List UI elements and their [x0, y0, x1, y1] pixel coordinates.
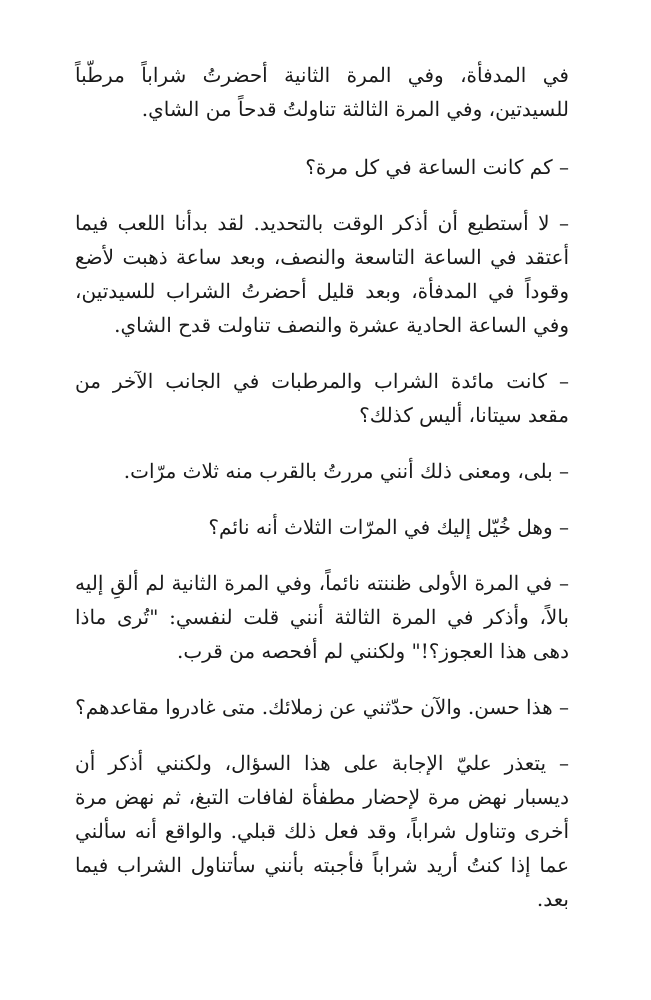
paragraph-5: – بلى، ومعنى ذلك أنني مررتُ بالقرب منه ثلاث مرّات. — [123, 459, 569, 483]
paragraph-6: – وهل خُيّل إليك في المرّات الثلاث أنه نائم؟ — [208, 515, 569, 539]
paragraph-7: – في المرة الأولى ظننته نائماً، وفي المرة الثانية لم ألقِ إليه بالاً، وأذكر في المرة الثالثة أنني قلت لنفسي: "تُرى ماذا دهى هذا العجوز؟!" ولكنني لم أفحصه من قرب. — [75, 571, 569, 663]
paragraph-3: – لا أستطيع أن أذكر الوقت بالتحديد. لقد بدأنا اللعب فيما أعتقد في الساعة التاسعة والنصف، وبعد ساعة ذهبت لأضع وقوداً في المدفأة، وبعد قليل أحضرتُ الشراب للسيدتين، وفي الساعة الحادية عشرة والنصف تناولت قدح الشاي. — [75, 211, 569, 337]
paragraph-4: – كانت مائدة الشراب والمرطبات في الجانب الآخر من مقعد سيتانا، أليس كذلك؟ — [75, 369, 569, 427]
paragraph-2: – كم كانت الساعة في كل مرة؟ — [305, 155, 569, 179]
paragraph-1: في المدفأة، وفي المرة الثانية أحضرتُ شراباً مرطّباً للسيدتين، وفي المرة الثالثة تناولتُ قدحاً من الشاي. — [75, 63, 569, 121]
paragraph-8: – هذا حسن. والآن حدّثني عن زملائك. متى غادروا مقاعدهم؟ — [75, 695, 569, 719]
paragraph-9: – يتعذر عليّ الإجابة على هذا السؤال، ولكنني أذكر أن ديسبار نهض مرة لإحضار مطفأة لفافات التبغ، ثم نهض مرة أخرى وتناول شراباً، وقد فعل ذلك قبلي. والواقع أنه سألني عما إذا كنتُ أريد شراباً فأجبته بأنني سأتناول الشراب فيما بعد. — [75, 751, 569, 911]
